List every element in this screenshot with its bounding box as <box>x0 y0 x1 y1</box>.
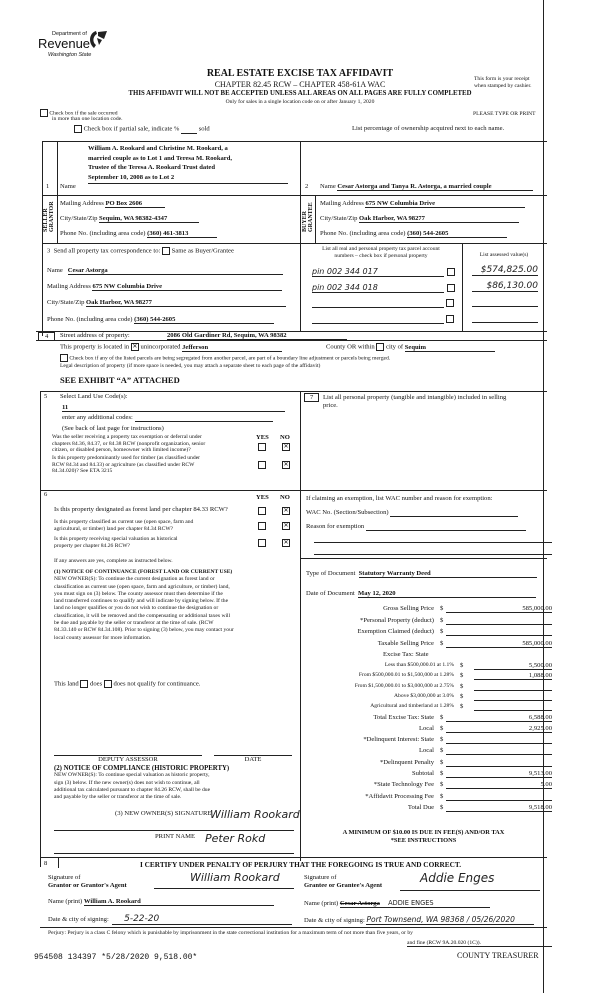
currency-symbol: $ <box>460 703 464 711</box>
tax-row-value[interactable] <box>446 628 552 636</box>
additional-codes-field[interactable] <box>135 414 273 422</box>
tax-mail-field[interactable]: 675 NW Columbia Drive <box>92 283 282 291</box>
notice-of-compliance: (2) NOTICE OF COMPLIANCE (HISTORIC PROPERTY) NEW OWNER(S): To continue special valuation as historic property, sign (3) below. If the new owner(s) does not wish to continue, all additional tax calculated pursuant to chapter 84.26 RCW, shall be due and payable by the seller or transferor at the time of sale. <box>54 765 230 801</box>
city-field[interactable]: Sequim <box>405 344 495 352</box>
q-historic-no-checkbox[interactable]: ✕ <box>283 539 289 546</box>
notice-of-continuance: (1) NOTICE OF CONTINUANCE (FOREST LAND OR CURRENT USE) NEW OWNER(S): To continue the current designation as forest land or classification as current use (open space, farm and agriculture, or timber) land, you must sign on (3) below. The county assessor must then determine if the land transferred continues to qualify and will indicate by signing below. If the land no longer qualifies or you do not wish to continue the designation or classification, it will be removed and the compensating or additional taxes will be due and payable by the seller or transferor at the time of sale. (RCW 84.33.140 or RCW 84.34.108). Prior to signing (3) below, you may contact your local county assessor for more information. <box>54 569 234 641</box>
city-checkbox[interactable] <box>376 343 384 351</box>
parcel-row[interactable] <box>312 299 454 308</box>
tax-row-label: *Delinquent Penalty <box>379 758 434 766</box>
tax-row-value[interactable]: 6,588.00 <box>446 714 552 722</box>
tax-row-value[interactable]: 585,000.00 <box>446 605 552 613</box>
seller-mail-field[interactable]: PO Box 2606 <box>105 200 165 208</box>
currency-symbol: $ <box>440 803 444 811</box>
tax-row-value[interactable] <box>446 759 552 767</box>
q-current-use-yes-checkbox[interactable] <box>258 522 266 530</box>
wac-number-field[interactable] <box>390 509 518 517</box>
buyer-phone-field[interactable]: (360) 544-2605 <box>407 230 507 238</box>
currency-symbol: $ <box>440 628 444 635</box>
multi-location-checkbox[interactable]: Check box if the sale occurred <box>40 109 118 117</box>
tax-row-value[interactable]: 2,925.00 <box>446 725 552 733</box>
legal-description-value[interactable]: SEE EXHIBIT “A” ATTACHED <box>60 375 180 385</box>
grantee-name-field[interactable]: Cesar Astorga ADDIE ENGES <box>340 899 490 908</box>
tax-row-value[interactable]: 5.00 <box>446 781 552 789</box>
dor-logo-mark-icon <box>86 28 108 52</box>
buyer-name-field[interactable]: Cesar Astorga and Tanya R. Astorga, a married couple <box>337 183 533 191</box>
new-owner-signature[interactable]: William Rookard <box>210 808 300 821</box>
multi-location-label: in more than one location code. <box>52 116 123 122</box>
currency-symbol: $ <box>440 616 444 624</box>
tax-row-label: *Personal Property (deduct) <box>360 616 434 624</box>
warning: THIS AFFIDAVIT WILL NOT BE ACCEPTED UNLESS ALL AREAS ON ALL PAGES ARE FULLY COMPLETED <box>128 90 472 97</box>
tax-row-label: Above $3,000,000 at 3.0% <box>394 692 454 699</box>
tax-row-value[interactable] <box>474 703 552 711</box>
land-use-code-field[interactable]: 11 <box>62 404 285 412</box>
tax-row-value[interactable] <box>446 617 552 625</box>
seller-name-field[interactable]: William A. Rookard and Christine M. Rookard, a married couple as to Lot 1 and Teresa M. Rookard, Trustee of the Teresa A. Rookard Trust dated September 10, 2008 as to Lot 2 <box>88 144 288 184</box>
grantor-signature[interactable]: William Rookard <box>190 871 280 884</box>
seller-grantor-label: SELLER GRANTOR <box>43 201 55 232</box>
currency-symbol: $ <box>440 724 444 732</box>
currency-symbol: $ <box>440 758 444 766</box>
grantor-date-field[interactable]: 5-22-20 <box>112 914 292 925</box>
ownership-note: List percentage of ownership acquired next to each name. <box>352 125 505 132</box>
assessed-value[interactable]: $574,825.00 <box>472 265 538 276</box>
exemption-reason-field[interactable] <box>366 523 526 531</box>
unincorporated-checkbox[interactable]: ✕ <box>132 343 138 350</box>
currency-symbol: $ <box>460 692 464 700</box>
assessor-date-line[interactable] <box>214 748 292 756</box>
tax-name-field[interactable]: Cesar Astorga <box>68 267 283 275</box>
deputy-assessor-signature-line[interactable] <box>54 748 202 756</box>
q-current-use-no-checkbox[interactable]: ✕ <box>283 522 289 529</box>
excise-tax-state-label: Excise Tax: State <box>383 651 429 658</box>
segregated-checkbox[interactable]: Check box if any of the listed parcels are being segregated from another parcel, are part of a boundary line adjustment or parcels being merged. <box>60 354 390 362</box>
tax-row-label: Taxable Selling Price <box>377 639 434 647</box>
currency-symbol: $ <box>440 713 444 721</box>
grantee-signature-line[interactable] <box>400 883 540 891</box>
tax-row-value[interactable]: 9,518.00 <box>446 804 552 812</box>
currency-symbol: $ <box>460 672 464 680</box>
tax-row-label: Gross Selling Price <box>383 605 434 612</box>
currency-symbol: $ <box>440 639 444 647</box>
tax-row-label: Subtotal <box>412 770 434 777</box>
parcel-row[interactable]: pin 002 344 017 <box>312 267 455 277</box>
tax-row-value[interactable] <box>446 747 552 755</box>
receipt-note: when stamped by cashier. <box>474 83 532 89</box>
currency-symbol: $ <box>460 682 464 690</box>
tax-phone-field[interactable]: (360) 544-2605 <box>134 316 274 324</box>
tax-row-label: *Delinquent Interest: State <box>363 736 434 744</box>
does-not-qualify-checkbox[interactable] <box>104 680 112 688</box>
tax-row-value[interactable]: 1,088.00 <box>474 672 552 680</box>
document-type-field[interactable]: Statutory Warranty Deed <box>359 570 537 578</box>
buyer-mail-field[interactable]: 675 NW Columbia Drive <box>365 200 525 208</box>
receipt-note: This form is your receipt <box>474 76 530 82</box>
tax-row-value[interactable] <box>474 693 552 701</box>
seller-city-field[interactable]: Sequim, WA 98382-4347 <box>99 215 199 223</box>
grantee-date-field[interactable]: Port Townsend, WA 98368 / 05/26/2020 <box>366 915 534 925</box>
tax-row-value[interactable]: 5,500.00 <box>474 662 552 670</box>
perjury-notice: Perjury: Perjury is a class C felony which is punishable by imprisonment in the state correctional institution for a maximum term of not more than five years, or by <box>48 930 413 936</box>
certify-statement: I CERTIFY UNDER PENALTY OF PERJURY THAT THE FOREGOING IS TRUE AND CORRECT. <box>140 860 462 869</box>
tax-row-value[interactable] <box>446 793 552 801</box>
tax-row-label: Agricultural and timberland at 1.28% <box>370 703 454 710</box>
form-title: REAL ESTATE EXCISE TAX AFFIDAVIT <box>206 68 394 79</box>
grantee-signature[interactable]: Addie Enges <box>420 871 495 885</box>
county-treasurer-label: COUNTY TREASURER <box>457 951 539 960</box>
parcel-row[interactable]: pin 002 344 018 <box>312 283 455 293</box>
tax-row-label: Local <box>418 724 434 732</box>
q-exemption-yes-checkbox[interactable] <box>258 443 266 451</box>
document-date-field[interactable]: May 12, 2020 <box>358 590 536 598</box>
tax-row-value[interactable] <box>446 736 552 744</box>
tax-row-label: From $500,000.01 to $1,500,000 at 1.28% <box>358 672 454 679</box>
cashier-receipt-stamp: 954508 134397 *5/28/2020 9,518.00* <box>34 953 198 962</box>
q-historic-yes-checkbox[interactable] <box>258 539 266 547</box>
tax-row-label: *State Technology Fee <box>373 781 434 789</box>
tax-row-label: Less than $500,000.01 at 1.1% <box>384 662 454 668</box>
currency-symbol: $ <box>440 747 444 755</box>
tax-row-value[interactable]: 9,513.00 <box>446 770 552 778</box>
buyer-city-field[interactable]: Oak Harbor, WA 98277 <box>359 215 519 223</box>
tax-row-label: Total Due <box>407 803 434 811</box>
seller-phone-field[interactable]: (360) 461-3813 <box>147 230 217 238</box>
tax-row-value[interactable]: 585,000.00 <box>446 640 552 648</box>
tax-row-label: *Affidavit Processing Fee <box>365 792 434 800</box>
excise-tax-affidavit-page: Department of Revenue Washington State REAL ESTATE EXCISE TAX AFFIDAVIT CHAPTER 82.45 RCW – CHAPTER 458-61A WAC THIS AFFIDAVIT WILL NOT BE ACCEPTED UNLESS ALL AREAS ON ALL PAGES ARE FULLY COMPLETED Only for sales in a single location code on or after January 1, 2020 This form is your receipt when stamped by cashier. PLEASE TYPE OR PRINT Check box if the sale occurred in more than one location code. Check box if partial sale, indicate % sold List percentage of ownership acquired next to each name. 1 Name William A. Rookard and Christine M. Rookard, a married couple as to Lot 1 and Teresa M. Rookard, Trustee of the Teresa A. Rookard Trust dated September 10, 2008 as to Lot 2 SELLER GRANTOR Mailing Address PO Box 2606 City/State/Zip Sequim, WA 98382-4347 Phone No. (including area code) (360) 461-3813 2 Name Cesar Astorga and Tanya R. Astorga, a married couple BUYER GRANTEE Mailing Address 675 NW Columbia Drive City/State/Zip Oak Harbor, WA 98277 Phone No. (including area code) (360) 544-2605 3 Send all property tax correspondence to: Same as Buyer/Grantee Name Cesar Astorga Mailing Address 675 NW Columbia Drive City/State/Zip Oak Harbor, WA 98277 Phone No. (including area code) (360) 544-2605 List all real and personal property tax parcel account numbers – check box if personal property List assessed value(s) pin 002 344 017 pin 002 344 018 $574,825.00 $86,130.00 4 Street address of property: 2086 Old Gardiner Rd, Sequim, WA 98382 This property is located in ✕ unincorporated Jefferson County OR within city of Sequim Check box if any of the listed parcels are being segregated from another parcel, are part of a boundary line adjustment or parcels being merged. Legal description of property (if more space is needed, you may attach a separate sheet to each page of the affidavit) SEE EXHIBIT “A” ATTACHED 5 Select Land Use Code(s): 11 enter any additional codes: (See back of last page for instructions) YES NO Was the seller receiving a property tax exemption or deferral under chapters 84.36, 84.37, or 84.38 RCW (nonprofit organization, senior citizen, or disabled person, homeowner with limited income)? ✕ Is this property predominantly used for timber (as classified under RCW 84.34 and 84.33) or agriculture (as classified under RCW 84.34.020)? See ETA 3215 ✕ 6 YES NO Is this property designated as forest land per chapter 84.33 RCW? ✕ Is this property classified as current use (open space, farm and agricultural, or timber) land per chapter 84.34 RCW? ✕ Is this property receiving special valuation as historical property per chapter 84.26 RCW? ✕ If any answers are yes, complete as instructed below. (1) NOTICE OF CONTINUANCE (FOREST LAND OR CURRENT USE) NEW OWNER(S): To continue the current designation as forest land or classification as current use (open space, farm and agriculture, or timber) land, you must sign on (3) below. The county assessor must then determine if the land transferred continues to qualify and will indicate by signing below. If the land no longer qualifies or you do not wish to continue the designation or classification, it will be removed and the compensating or additional taxes will be due and payable by the seller or transferor at the time of sale. (RCW 84.33.140 or RCW 84.34.108). Prior to signing (3) below, you may contact your local county assessor for more information. This land does does not qualify for continuance. DEPUTY ASSESSOR DATE (2) NOTICE OF COMPLIANCE (HISTORIC PROPERTY) NEW OWNER(S): To continue special valuation as historic property, sign (3) below. If the new owner(s) does not wish to continue, all additional tax calculated pursuant to chapter 84.26 RCW, shall be due and payable by the seller or transferor at the time of sale. (3) NEW OWNER(S) SIGNATURE William Rookard PRINT NAME Peter Rokd 7 List all personal property (tangible and intangible) included in selling price. If claiming an exemption, list WAC number and reason for exemption: WAC No. (Section/Subsection) Reason for exemption Type of Document Statutory Warranty Deed Date of Document May 12, 2020 Gross Selling Price $ 585,000.00 *Personal Property (deduct) $ Exemption Claimed (deduct) $ Taxable Selling Price $ 585,000.00 Excise Tax: State Less than $500,000.01 at 1.1% $ 5,500.00 From $500,000.01 to $1,500,000 at 1.28% $ 1,088.00 From $1,500,000.01 to $3,000,000 at 2.75% $ Above $3,000,000 at 3.0% $ Agricultural and timberland at 1.28% $ Total Excise Tax: State $ 6,588.00 Local $ 2,925.00 *Delinquent Interest: State $ Local $ *Delinquent Penalty $ Subtotal $ 9,513.00 *State Technology Fee $ 5.00 *Affidavit Processing Fee $ Total Due $ 9,518.00 A MINIMUM OF $10.00 IS DUE IN FEE(S) AND/OR TAX *SEE INSTRUCTIONS 8 I CERTIFY UNDER PENALTY OF PERJURY THAT THE FOREGOING IS TRUE AND CORRECT. Signature of Grantor or Grantor's Agent Name (print) William A. Rookard William Rookard Date & city of signing: 5-22-20 Signature of Grantee or Grantee's Agent Addie Enges Name (print) Cesar Astorga ADDIE ENGES Date & city of signing: Port Townsend, WA 98368 / 05/26/2020 Perjury: Perjury is a class C felony which is punishable by imprisonment in the state correctional institution for a maximum term of not more than five years, or by and fine (RCW 9A.20.020 (1C)). 954508 134397 *5/28/2020 9,518.00* COUNTY TREASURER <box>0 0 600 993</box>
only-for: Only for sales in a single location code on or after January 1, 2020 <box>225 99 375 105</box>
q-exemption-no-checkbox[interactable]: ✕ <box>283 443 289 450</box>
does-qualify-checkbox[interactable] <box>80 680 88 688</box>
county-field[interactable]: Jefferson <box>182 344 282 352</box>
tax-row-label: Local <box>418 747 434 755</box>
assessed-value[interactable]: $86,130.00 <box>472 281 538 292</box>
q-forest-no-checkbox[interactable]: ✕ <box>283 507 289 514</box>
tax-row-label: Exemption Claimed (deduct) <box>357 628 434 635</box>
tax-row-label: Total Excise Tax: State <box>373 713 434 721</box>
q-timber-no-checkbox[interactable]: ✕ <box>283 461 289 468</box>
currency-symbol: $ <box>440 736 444 744</box>
parcel-row[interactable] <box>312 315 454 324</box>
please-type: PLEASE TYPE OR PRINT <box>473 111 536 117</box>
new-owner-print-name[interactable]: Peter Rokd <box>205 832 266 845</box>
q-timber-yes-checkbox[interactable] <box>258 461 266 469</box>
same-as-buyer-checkbox[interactable] <box>162 247 170 255</box>
legal-description-label: Legal description of property (if more space is needed, you may attach a separate sheet to each page of the affidavit) <box>60 363 321 369</box>
currency-symbol: $ <box>440 605 444 612</box>
grantor-name-field[interactable]: William A. Rookard <box>84 898 274 906</box>
currency-symbol: $ <box>440 792 444 800</box>
minimum-due-note: A MINIMUM OF $10.00 IS DUE IN FEE(S) AND/OR TAX <box>342 829 505 836</box>
chapter-line: CHAPTER 82.45 RCW – CHAPTER 458-61A WAC <box>214 80 386 89</box>
property-address-field[interactable]: 2086 Old Gardiner Rd, Sequim, WA 98382 <box>167 332 347 340</box>
buyer-grantee-label: BUYER GRANTEE <box>302 202 314 232</box>
tax-row-label: From $1,500,000.01 to $3,000,000 at 2.75% <box>354 682 454 689</box>
currency-symbol: $ <box>460 662 464 669</box>
tax-city-field[interactable]: Oak Harbor, WA 98277 <box>86 299 286 307</box>
partial-sale-checkbox[interactable]: Check box if partial sale, indicate % sold <box>74 125 210 134</box>
currency-symbol: $ <box>440 770 444 777</box>
currency-symbol: $ <box>440 781 444 789</box>
tax-row-value[interactable] <box>474 683 552 691</box>
q-forest-yes-checkbox[interactable] <box>258 507 266 515</box>
